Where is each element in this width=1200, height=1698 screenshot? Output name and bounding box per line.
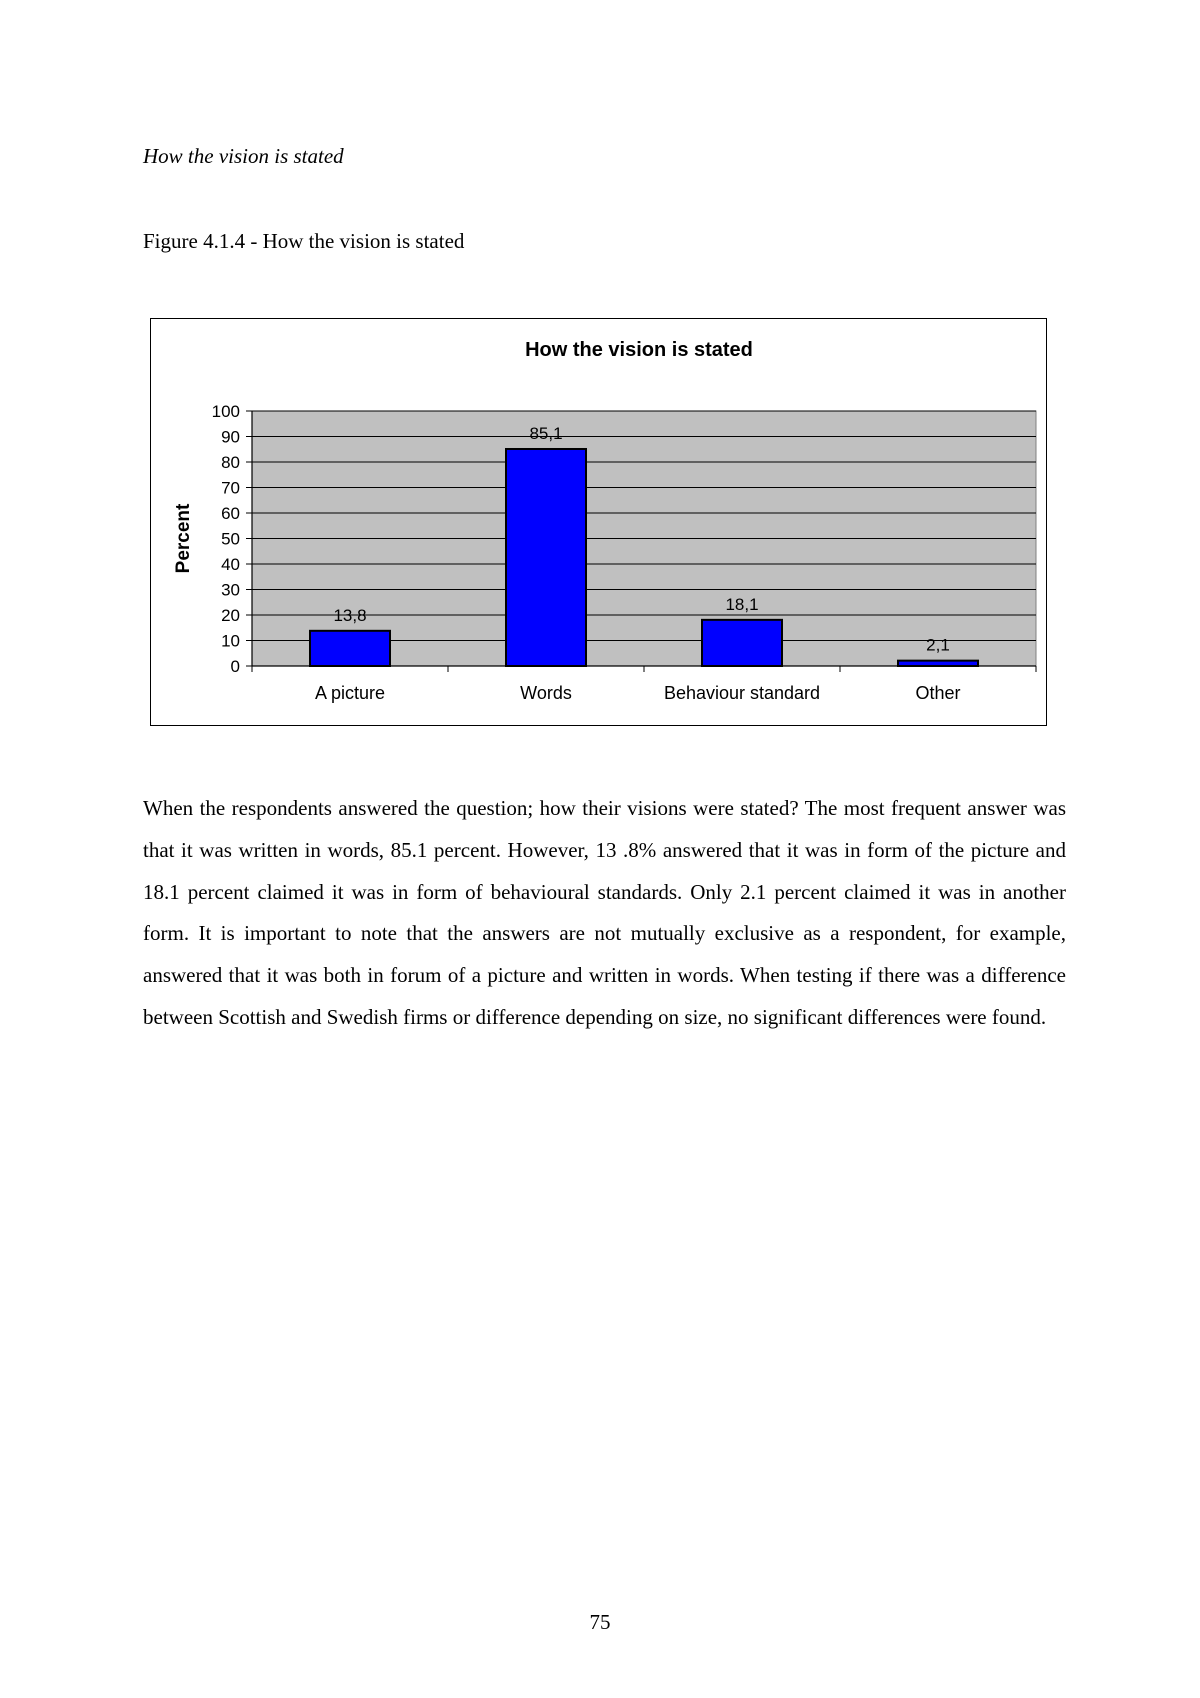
page-number: 75 [589, 1610, 611, 1634]
bar [310, 631, 390, 666]
x-tick-label: A picture [314, 683, 386, 703]
y-tick-label: 0 [230, 657, 240, 676]
y-tick-label: 100 [211, 402, 240, 421]
section-heading: How the vision is stated [143, 144, 344, 168]
data-label: 18,1 [725, 594, 759, 614]
y-tick-label: 60 [221, 504, 240, 523]
y-tick-label: 50 [221, 529, 240, 549]
bar [898, 661, 978, 666]
y-tick-label: 80 [221, 453, 240, 472]
chart-title: How the vision is stated [525, 339, 753, 361]
body-paragraph: When the respondents answered the question; how their visions were stated? The most frequent answer was that it was written in words, 85.1 percent. However, 13 .8% answered that it was in form of the picture and 18.1 percent claimed it was in form of behavioural standards. Only 2.1 percent claimed it was in another form. It is important to note that the answers are not mutually exclusive as a respondent, for example, answered that it was both in forum of a picture and written in words. When testing if there was a difference between Scottish and Swedish firms or difference depending on size, no significant differences were found. [143, 796, 1066, 1029]
data-label: 85,1 [529, 423, 563, 443]
y-tick-label: 10 [221, 631, 240, 651]
chart-canvas [151, 319, 1048, 727]
bar [506, 449, 586, 666]
figure-caption: Figure 4.1.4 - How the vision is stated [143, 229, 465, 253]
x-tick-label: Other [915, 683, 961, 703]
x-tick-label: Words [520, 683, 572, 703]
data-label: 13,8 [333, 605, 367, 625]
y-tick-label: 40 [221, 555, 240, 574]
y-tick-label: 20 [221, 606, 240, 625]
y-tick-label: 90 [221, 427, 240, 447]
y-tick-label: 70 [221, 478, 240, 498]
x-tick-label: Behaviour standard [663, 683, 821, 703]
bar-chart [150, 318, 1047, 726]
data-label: 2,1 [926, 635, 950, 655]
bar [702, 620, 782, 666]
y-axis-label: Percent [173, 503, 194, 574]
y-tick-label: 30 [221, 580, 240, 600]
